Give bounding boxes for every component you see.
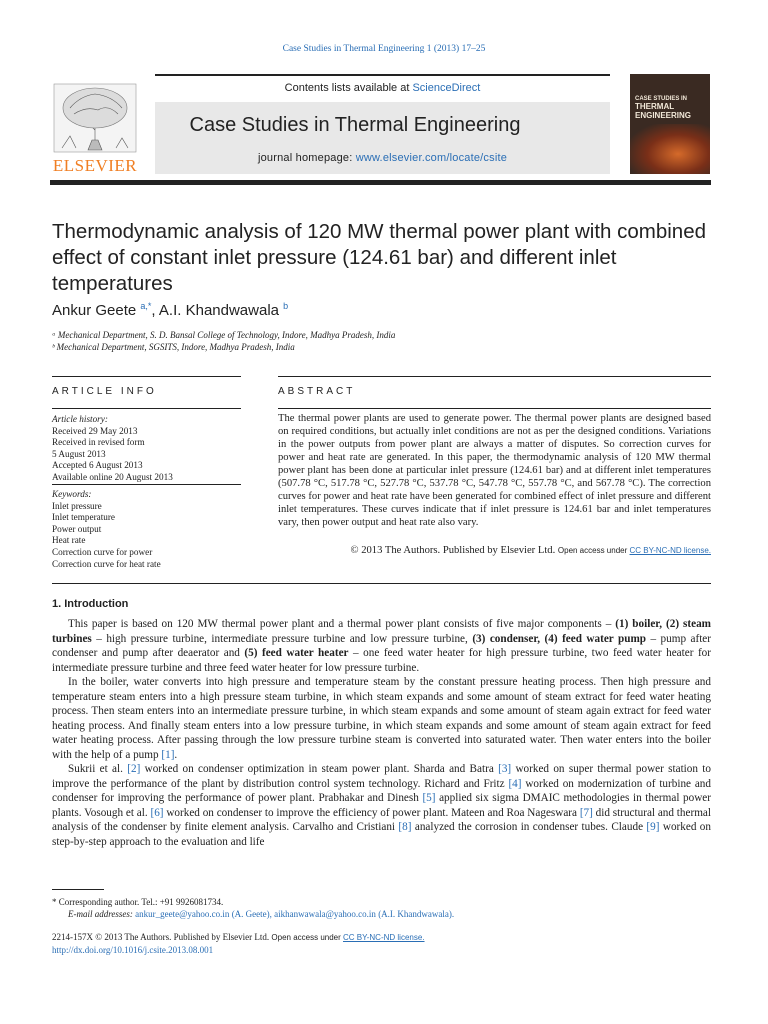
contents-line bbox=[155, 74, 610, 102]
article-info-heading: ARTICLE INFO bbox=[52, 386, 157, 397]
doi-link[interactable]: http://dx.doi.org/10.1016/j.csite.2013.08.001 bbox=[52, 945, 214, 955]
affiliation-b: ᵇ Mechanical Department, SGSITS, Indore, Madhya Pradesh, India bbox=[52, 342, 295, 352]
email-link[interactable]: aikhanwawala@yahoo.co.in bbox=[274, 909, 376, 919]
footnote-divider bbox=[52, 889, 104, 890]
footnotes bbox=[52, 896, 711, 920]
email-label: E-mail addresses: bbox=[68, 909, 136, 919]
license-link[interactable]: CC BY-NC-ND license. bbox=[343, 933, 425, 942]
paragraph bbox=[52, 762, 711, 849]
divider bbox=[278, 408, 711, 409]
text: worked on condenser to improve the efficiency of power plant. Mateen and Roa Nageswara bbox=[163, 806, 580, 819]
affiliation-a: ᵃ Mechanical Department, S. D. Bansal College of Technology, Indore, Madhya Pradesh, India bbox=[52, 330, 396, 340]
history-item: 5 August 2013 bbox=[52, 448, 106, 459]
reference-link[interactable]: [9] bbox=[646, 821, 660, 833]
bold-text: (1) boiler, bbox=[615, 618, 663, 630]
bold-text: (3) condenser, (4) feed water pump bbox=[472, 632, 647, 645]
email-owner: (A.I. Khandwawala). bbox=[375, 909, 455, 919]
introduction-body bbox=[52, 617, 711, 849]
elsevier-wordmark: ELSEVIER bbox=[52, 156, 138, 175]
cover-line-1: CASE STUDIES IN bbox=[635, 96, 688, 102]
email-link[interactable]: ankur_geete@yahoo.co.in bbox=[135, 909, 230, 919]
cover-title bbox=[635, 96, 707, 120]
reference-link[interactable]: [4] bbox=[508, 777, 522, 790]
paragraph bbox=[52, 617, 711, 675]
text: worked on super thermal power station to improve the performance of the plant by distribution control system technology. Richard and Fritz bbox=[52, 763, 712, 790]
email-owner: (A. Geete), bbox=[229, 909, 275, 919]
divider bbox=[52, 376, 241, 377]
reference-link[interactable]: [7] bbox=[579, 806, 593, 819]
open-access-prefix: Open access under bbox=[557, 546, 630, 555]
text: analyzed the corrosion in condenser tubes. Claude bbox=[411, 821, 647, 833]
text: worked on modernization of turbine and condenser for improving the performance of power plant. Prabhakar and Dinesh bbox=[52, 777, 711, 804]
cover-artwork bbox=[630, 124, 710, 174]
divider bbox=[278, 376, 711, 377]
keyword-item: Power output bbox=[52, 523, 102, 534]
text: applied six sigma DMAIC methodologies in thermal power plants. Vosough et al. bbox=[52, 792, 711, 819]
page-footer bbox=[52, 931, 711, 956]
history-item: Accepted 6 August 2013 bbox=[52, 460, 143, 471]
homepage-prefix: journal homepage: bbox=[257, 152, 356, 164]
journal-cover-image bbox=[630, 74, 710, 174]
text: – high pressure turbine, intermediate pressure turbine and low pressure turbine, bbox=[91, 632, 473, 645]
open-access-prefix: Open access under bbox=[271, 933, 344, 942]
reference-link[interactable]: [1] bbox=[161, 748, 175, 761]
paragraph bbox=[52, 675, 711, 762]
keyword-item: Correction curve for power bbox=[52, 546, 153, 557]
article-history bbox=[52, 414, 242, 484]
issn-text: 2214-157X © 2013 The Authors. Published by Elsevier Ltd. bbox=[52, 932, 272, 942]
abstract-copyright bbox=[278, 545, 711, 556]
abstract-heading: ABSTRACT bbox=[278, 386, 356, 397]
divider bbox=[52, 484, 241, 485]
text: Sukrii et al. bbox=[68, 763, 128, 775]
sciencedirect-link[interactable]: ScienceDirect bbox=[412, 82, 481, 94]
divider bbox=[52, 583, 711, 584]
journal-homepage bbox=[155, 152, 610, 164]
license-link[interactable]: CC BY-NC-ND license. bbox=[629, 546, 711, 555]
section-heading-introduction: 1. Introduction bbox=[52, 598, 129, 610]
journal-title-box bbox=[155, 102, 610, 174]
text: did structural and thermal analysis of the condenser by finite element analysis. Carvalho and Cristiani bbox=[52, 806, 711, 833]
reference-link[interactable]: [5] bbox=[422, 792, 436, 804]
keyword-item: Inlet temperature bbox=[52, 512, 116, 523]
paper-title: Thermodynamic analysis of 120 MW thermal power plant with combined effect of constant inlet pressure (124.61 bar) and different inlet temperatures bbox=[52, 220, 706, 295]
bold-text: (2) steam turbines bbox=[52, 618, 711, 645]
journal-citation[interactable]: Case Studies in Thermal Engineering 1 (2013) 17–25 bbox=[282, 44, 486, 54]
author-separator: , bbox=[151, 302, 159, 319]
author-name: Ankur Geete bbox=[52, 302, 137, 319]
text: – pump after condenser and pump after deaerator and bbox=[52, 632, 712, 659]
text: worked on condenser optimization in steam power plant. Sharda and Batra bbox=[140, 763, 499, 775]
text: – one feed water heater for high pressure turbine, two feed water heater for intermediate pressure turbine and three feed water heater for low pressure turbine. bbox=[52, 647, 711, 674]
journal-title: Case Studies in Thermal Engineering bbox=[189, 114, 521, 136]
reference-link[interactable]: [2] bbox=[127, 763, 141, 775]
history-item: Available online 20 August 2013 bbox=[52, 471, 173, 482]
reference-link[interactable]: [8] bbox=[398, 821, 412, 833]
author-affiliation-marker[interactable]: a,* bbox=[140, 301, 152, 311]
corresponding-author-note: * Corresponding author. Tel.: +91 9926081734. bbox=[52, 897, 224, 907]
keywords-block bbox=[52, 489, 242, 570]
text: . bbox=[174, 748, 178, 761]
reference-link[interactable]: [3] bbox=[498, 763, 512, 775]
text: worked on step-by-step approach to the evaluation and life bbox=[52, 821, 711, 848]
history-item: Received 29 May 2013 bbox=[52, 425, 138, 436]
header-divider bbox=[50, 180, 711, 185]
abstract-text: The thermal power plants are used to generate power. The thermal power plants are designed based on required conditions, but actually inlet conditions are not as per the designed conditions. Variations in the power outputs from power plant are always a matter of disputes. So correction curves for power and heat rate are generated. In this paper, the thermodynamic analysis of 120 MW thermal power plant has been done at particular inlet pressure (124.61 bar) and at different inlet temperatures (507.78 °C, 517.78 °C, 527.78 °C, 537.78 °C, 547.78 °C, 557.78 °C, and 567.78 °C). The correction curves for power and heat rate have been generated for combined effect of inlet pressure and different inlet temperatures. These curves indicate that if inlet pressure is 124.61 bar and inlet temperatures vary, then power output and heat rate also vary. bbox=[278, 413, 711, 528]
history-label: Article history: bbox=[52, 414, 108, 424]
reference-link[interactable]: [6] bbox=[150, 806, 164, 819]
homepage-link[interactable]: www.elsevier.com/locate/csite bbox=[355, 152, 508, 164]
issn-line bbox=[52, 931, 711, 944]
keyword-item: Correction curve for heat rate bbox=[52, 558, 161, 569]
contents-prefix: Contents lists available at bbox=[284, 82, 413, 94]
author-name: A.I. Khandwawala bbox=[158, 302, 279, 319]
keyword-item: Inlet pressure bbox=[52, 500, 102, 511]
journal-banner bbox=[155, 74, 610, 174]
text: In the boiler, water converts into high pressure and temperature steam by the constant pressure heating process. Then high pressure and temperature steam enters into a high pressure steam turbine, in which steam expands and some amount of steam extract for feed water heating process. Then steam enters into an intermediate pressure turbine, in which steam expands and some amount of steam again extract for feed water heating process. And finally steam enters into a low pressure turbine, in which steam expands and some amount of steam again extract for feed water heating process. After passing through the low pressure turbine steam is converted into saturated water. Then water enters into the boiler with the help of a pump bbox=[52, 676, 711, 761]
copyright-text: © 2013 The Authors. Published by Elsevier Ltd. bbox=[350, 545, 556, 556]
keywords-label: Keywords: bbox=[52, 489, 92, 499]
divider bbox=[52, 408, 241, 409]
history-item: Received in revised form bbox=[52, 437, 145, 448]
email-note bbox=[52, 908, 711, 920]
keyword-item: Heat rate bbox=[52, 535, 86, 546]
cover-line-3: ENGINEERING bbox=[635, 110, 692, 120]
author-affiliation-marker[interactable]: b bbox=[283, 301, 289, 311]
author-list bbox=[52, 301, 288, 319]
text: This paper is based on 120 MW thermal power plant and a thermal power plant consists of five major components – bbox=[68, 618, 616, 630]
cover-line-2: THERMAL bbox=[635, 102, 675, 111]
bold-text: (5) feed water heater bbox=[244, 647, 349, 659]
